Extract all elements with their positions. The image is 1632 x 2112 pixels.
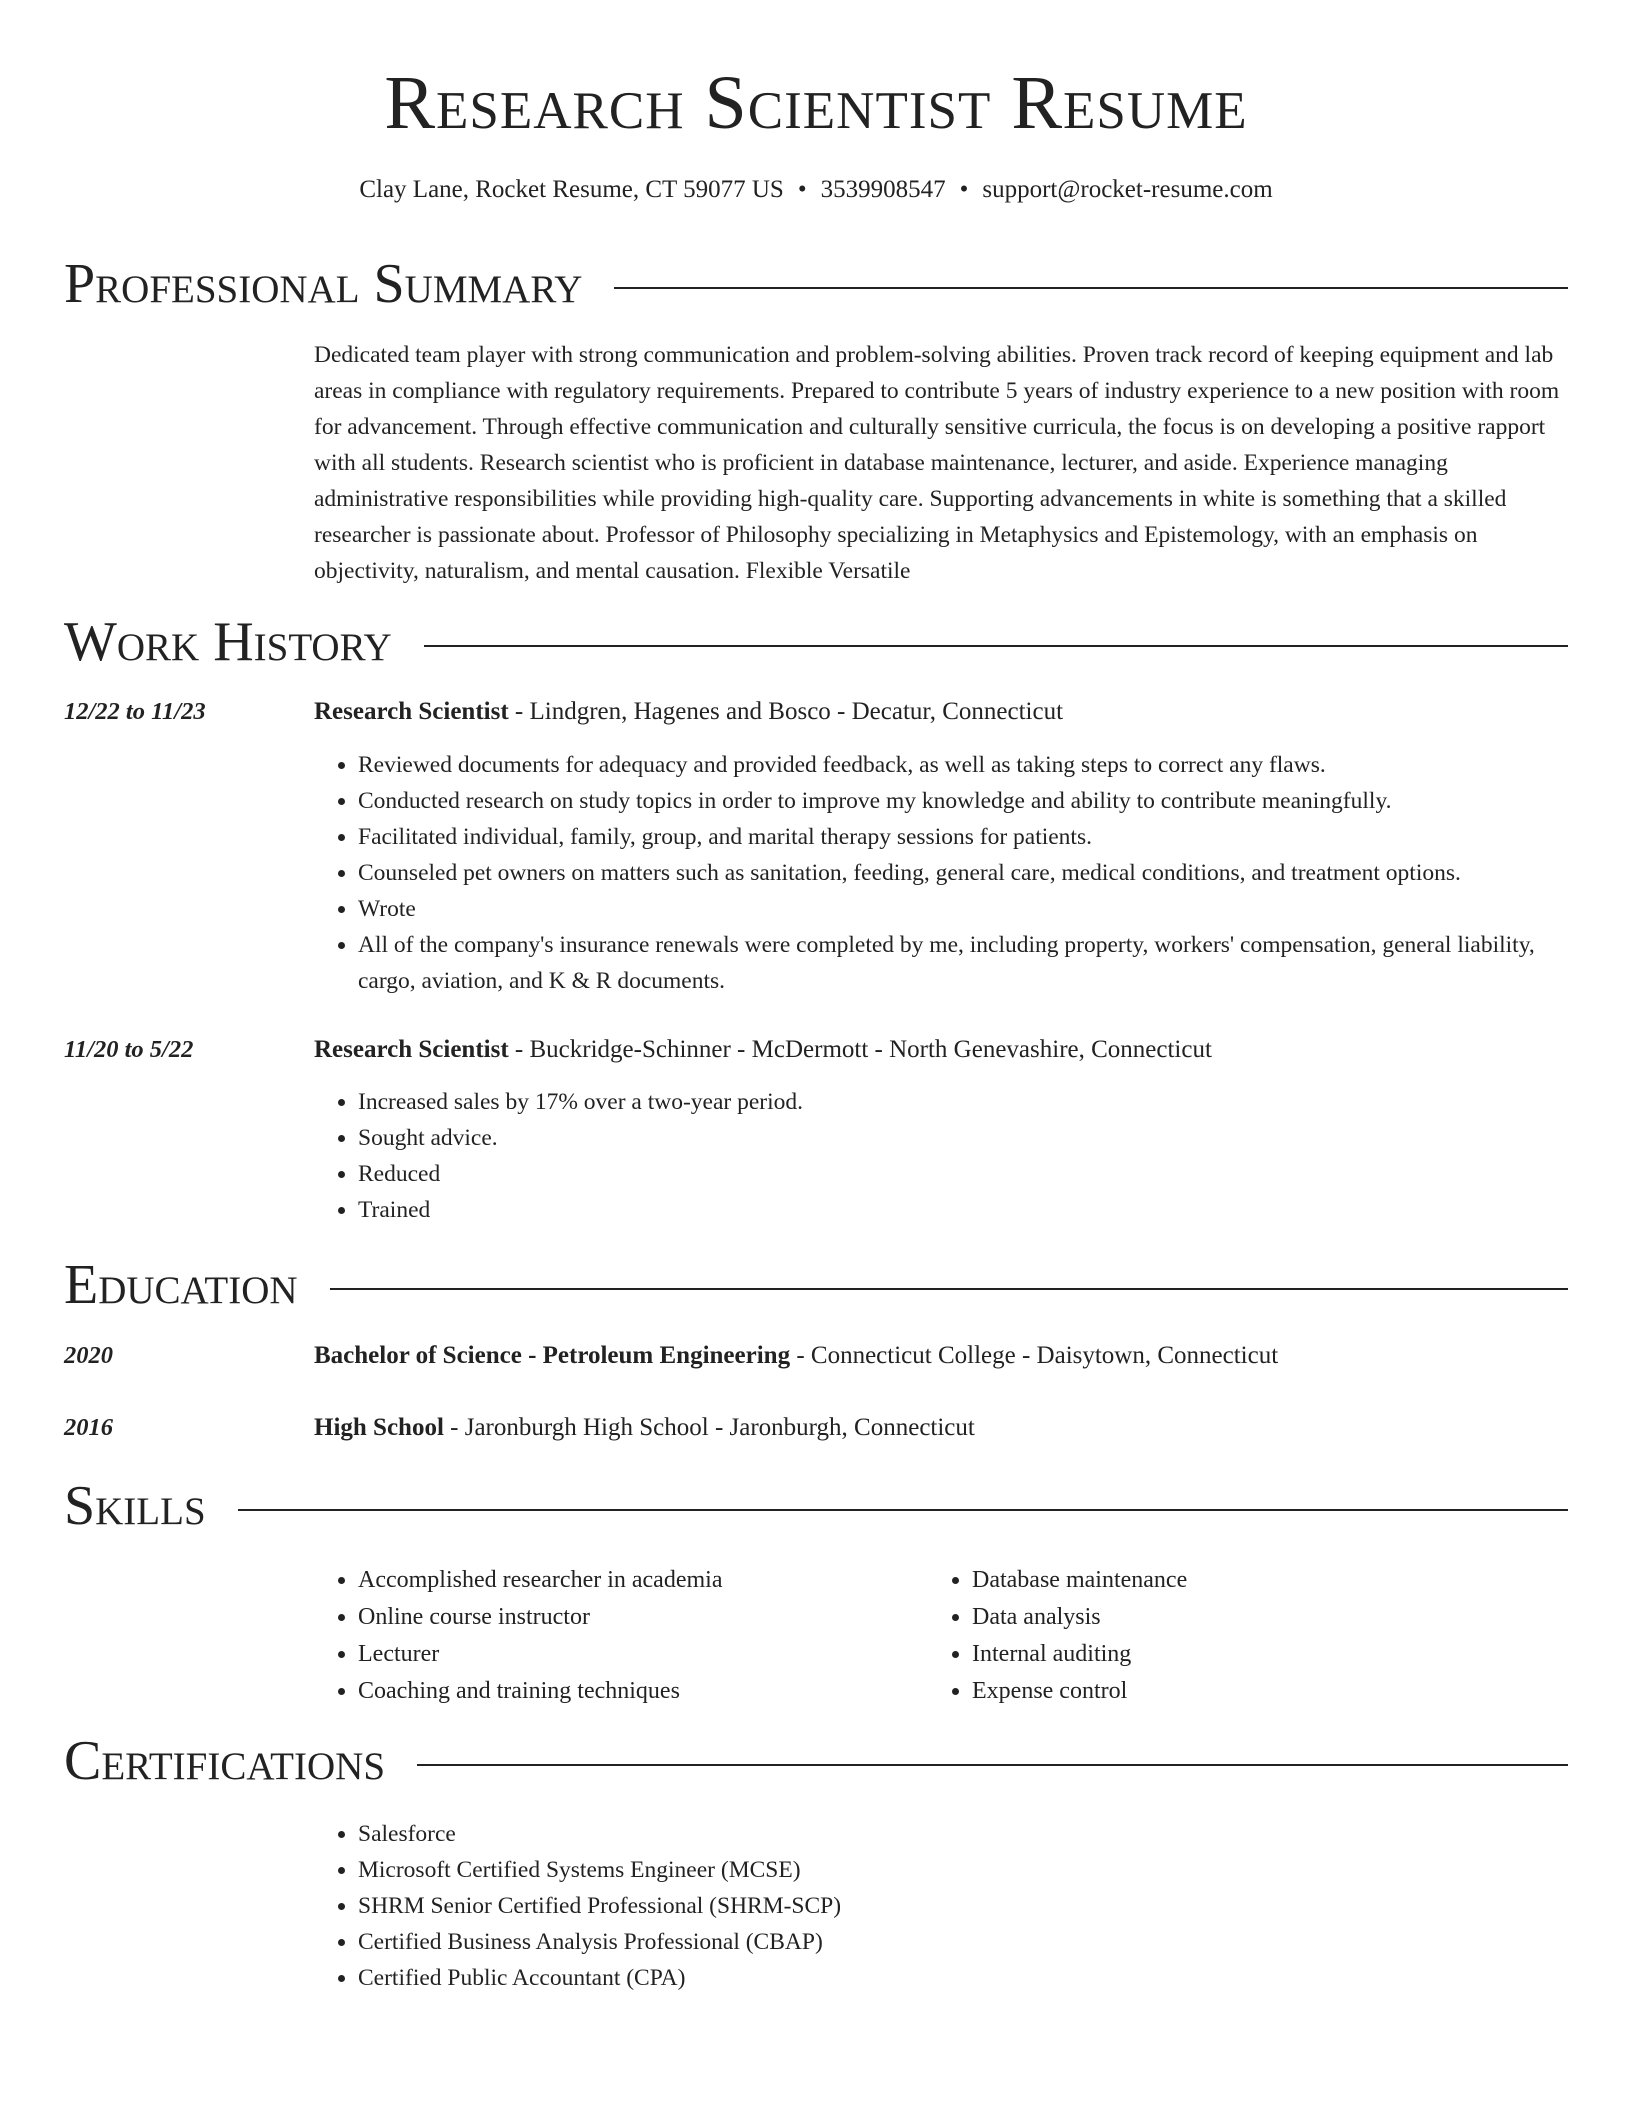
job-bullets xyxy=(314,1084,1570,1228)
certification-item: • Salesforce xyxy=(358,1816,1570,1852)
contact-separator: • xyxy=(959,176,969,203)
list-item: • Wrote xyxy=(358,891,1570,927)
job-title: Research Scientist xyxy=(314,698,509,725)
section-title: Certifications xyxy=(64,1730,386,1792)
list-item: • Reduced xyxy=(358,1156,1570,1192)
job-title: Research Scientist xyxy=(314,1036,509,1063)
job-dates: 12/22 to 11/23 xyxy=(64,698,206,725)
list-item: • Counseled pet owners on matters such as sanitation, feeding, general care, medical conditions, and treatment options. xyxy=(358,855,1570,891)
section-heading-summary xyxy=(64,251,1568,317)
section-title: Work History xyxy=(64,611,392,673)
education-year: 2016 xyxy=(64,1414,113,1441)
certification-item: • Microsoft Certified Systems Engineer (MCSE) xyxy=(358,1852,1570,1888)
section-title: Skills xyxy=(64,1475,206,1537)
certifications-list xyxy=(314,1816,1570,1996)
list-item: • Conducted research on study topics in order to improve my knowledge and ability to contribute meaningfully. xyxy=(358,783,1570,819)
skill-item: • Lecturer xyxy=(358,1636,918,1673)
job-header xyxy=(314,696,1570,728)
contact-separator: • xyxy=(797,176,807,203)
section-rule xyxy=(238,1509,1568,1511)
contact-line xyxy=(0,174,1632,206)
contact-phone: 3539908547 xyxy=(820,176,946,203)
skill-item: • Internal auditing xyxy=(972,1636,1572,1673)
education-details: - Connecticut College - Daisytown, Connecticut xyxy=(790,1342,1279,1369)
section-heading-education xyxy=(64,1252,1568,1318)
job-bullets xyxy=(314,747,1570,999)
skill-item: • Database maintenance xyxy=(972,1562,1572,1599)
section-title: Education xyxy=(64,1254,298,1316)
job-header xyxy=(314,1034,1570,1066)
job-details: - Buckridge-Schinner - McDermott - North Genevashire, Connecticut xyxy=(508,1036,1212,1063)
section-rule xyxy=(417,1764,1568,1766)
section-rule xyxy=(424,645,1568,647)
list-item: • Increased sales by 17% over a two-year period. xyxy=(358,1084,1570,1120)
contact-email[interactable]: support@rocket-resume.com xyxy=(982,176,1273,203)
list-item: • Facilitated individual, family, group, and marital therapy sessions for patients. xyxy=(358,819,1570,855)
section-heading-work-history xyxy=(64,609,1568,675)
skill-item: • Coaching and training techniques xyxy=(358,1673,918,1710)
skill-item: • Expense control xyxy=(972,1673,1572,1710)
skill-item: • Accomplished researcher in academia xyxy=(358,1562,918,1599)
education-degree: High School xyxy=(314,1414,444,1441)
education-degree: Bachelor of Science - Petroleum Engineering xyxy=(314,1342,791,1369)
section-heading-skills xyxy=(64,1473,1568,1539)
education-year: 2020 xyxy=(64,1342,113,1369)
contact-address: Clay Lane, Rocket Resume, CT 59077 US xyxy=(359,176,784,203)
job-details: - Lindgren, Hagenes and Bosco - Decatur, Connecticut xyxy=(508,698,1064,725)
certification-item: • SHRM Senior Certified Professional (SHRM-SCP) xyxy=(358,1888,1570,1924)
section-title: Professional Summary xyxy=(64,253,583,315)
skill-item: • Online course instructor xyxy=(358,1599,918,1636)
section-rule xyxy=(614,287,1568,289)
skill-item: • Data analysis xyxy=(972,1599,1572,1636)
education-entry xyxy=(314,1340,1570,1372)
list-item: • Trained xyxy=(358,1192,1570,1228)
list-item: • Sought advice. xyxy=(358,1120,1570,1156)
education-details: - Jaronburgh High School - Jaronburgh, Connecticut xyxy=(443,1414,975,1441)
job-dates: 11/20 to 5/22 xyxy=(64,1036,194,1063)
skills-list-left xyxy=(314,1562,918,1710)
summary-text: Dedicated team player with strong communication and problem-solving abilities. Proven track record of keeping equipment and lab areas in compliance with regulatory requirements. Prepared to contribute 5 years of industry experience to a new position with room for advancement. Through effective communication and culturally sensitive curricula, the focus is on developing a positive rapport with all students. Research scientist who is proficient in database maintenance, lecturer, and aside. Experience managing administrative responsibilities while providing high-quality care. Supporting advancements in white is something that a skilled researcher is passionate about. Professor of Philosophy specializing in Metaphysics and Epistemology, with an emphasis on objectivity, naturalism, and mental causation. Flexible Versatile xyxy=(314,342,1560,584)
section-heading-certifications xyxy=(64,1728,1568,1794)
certification-item: • Certified Public Accountant (CPA) xyxy=(358,1960,1570,1996)
certification-item: • Certified Business Analysis Professional (CBAP) xyxy=(358,1924,1570,1960)
list-item: • All of the company's insurance renewals were completed by me, including property, workers' compensation, general liability, cargo, aviation, and K & R documents. xyxy=(358,927,1570,999)
skills-list-right xyxy=(928,1562,1572,1710)
resume-title: Research Scientist Resume xyxy=(384,61,1248,145)
list-item: • Reviewed documents for adequacy and provided feedback, as well as taking steps to correct any flaws. xyxy=(358,747,1570,783)
section-rule xyxy=(330,1288,1568,1290)
education-entry xyxy=(314,1412,1570,1444)
